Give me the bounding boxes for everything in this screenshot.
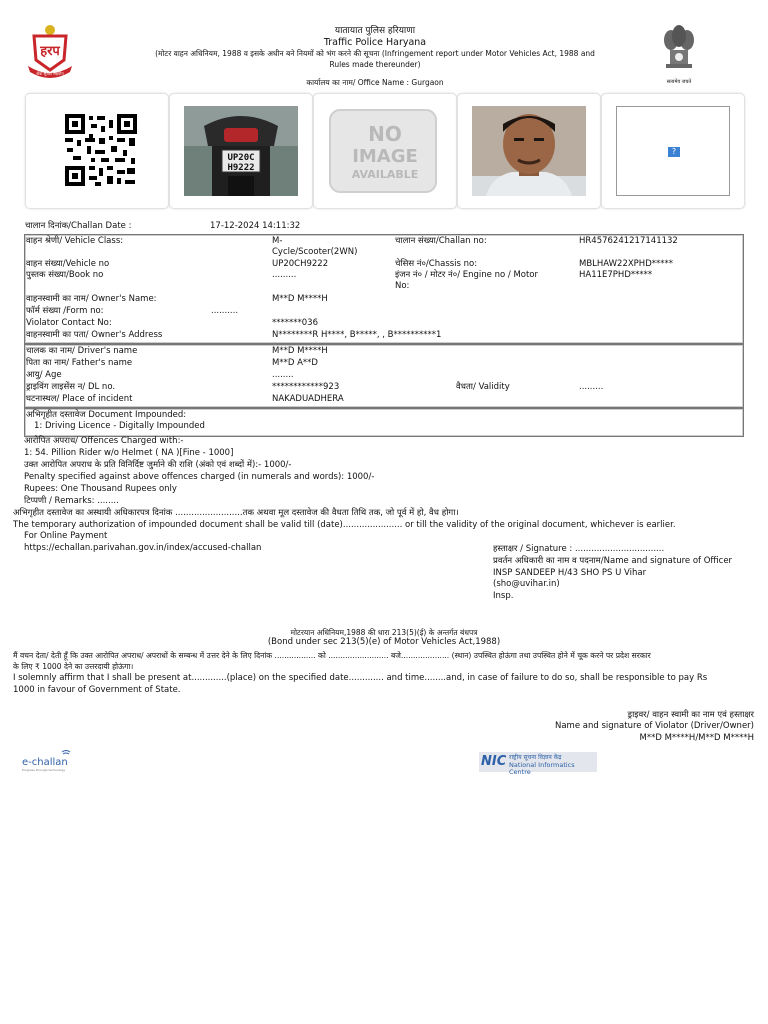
qr-code-icon: [40, 106, 154, 196]
dl-no-value: ************923: [272, 382, 340, 392]
broken-image-icon: ?: [668, 147, 680, 157]
logo-left-text: हरप: [40, 44, 60, 59]
book-no-label: पुस्तक संख्या/Book no: [26, 270, 104, 280]
bond-text-hindi-1: मैं वचन देता/ देती हूँ कि उक्त आरोपित अपराध/ अपराधों के सम्बन्ध में उत्तर देने के लिए दिनांक ................. को ......................... बजे.................... (स्थान) उपस्थित होऊंगा तथा उपस्थित होने में चूक करने पर प्रदेश सरकार: [13, 651, 651, 660]
nic-logo: [479, 752, 597, 776]
book-no-value: .........: [272, 270, 297, 280]
penalty-english: Penalty specified against above offences charged (in numerals and words): 1000/-: [24, 472, 375, 482]
vehicle-no-value: UP20CH9222: [272, 259, 329, 269]
driver-name-value: M**D M****H: [272, 346, 328, 356]
father-name-value: M**D A**D: [272, 358, 318, 368]
nic-logo-text: NIC: [481, 754, 507, 769]
officer-signature: हस्ताक्षर / Signature : .................................: [493, 544, 665, 554]
challan-no-value: HR4576241217141132: [579, 236, 678, 246]
owner-name-label: वाहनस्वामी का नाम/ Owner's Name:: [26, 294, 157, 304]
officer-name-label: प्रवर्तन अधिकारी का नाम व पदनाम/Name and signature of Officer: [493, 556, 733, 566]
driver-name-label: चालक का नाम/ Driver's name: [26, 346, 138, 356]
plate-text-1: UP20C: [227, 153, 255, 163]
validity-value: .........: [579, 382, 604, 392]
violator-sign-english: Name and signature of Violator (Driver/Owner): [554, 721, 754, 731]
bond-heading-hindi: मोटरयान अधिनियम,1988 की धारा 213(5)(ई) के अन्तर्गत बंधपत्र: [290, 628, 478, 637]
echallan-logo-text: e-challan: [22, 757, 68, 768]
engine-label-2: No:: [395, 281, 410, 291]
violator-photo-card: [457, 93, 601, 209]
penalty-hindi: उक्त आरोपित अपराध के प्रति विनिर्दिष्ट जुर्माने की राशि (अंको एवं शब्दों में):- 1000/-: [24, 460, 292, 470]
remarks: टिप्पणी / Remarks: ........: [24, 496, 119, 506]
bond-heading-english: (Bond under sec 213(5)(e) of Motor Vehicles Act,1988): [267, 637, 501, 647]
empty-image-card: [601, 93, 745, 209]
title-english: Traffic Police Haryana: [323, 37, 427, 48]
no-image-text-3: AVAILABLE: [351, 168, 419, 181]
no-image-text-2: IMAGE: [352, 146, 418, 167]
father-name-label: पिता का नाम/ Father's name: [26, 358, 133, 368]
state-emblem-icon: [656, 22, 702, 84]
plate-text-2: H9222: [227, 163, 255, 173]
challan-date-label: चालान दिनांक/Challan Date :: [25, 221, 132, 231]
rupees-in-words: Rupees: One Thousand Rupees only: [24, 484, 177, 494]
owner-address-value: N********R H****, B*****, , B**********1: [272, 330, 442, 340]
vehicle-photo-card: [169, 93, 313, 209]
bond-text-english-2: 1000 in favour of Government of State.: [13, 685, 181, 695]
logo-left-caption: सेवा सुरक्षा सहयोग: [36, 71, 64, 76]
vehicle-class-value-2: Cycle/Scooter(2WN): [272, 247, 358, 257]
title-hindi: यातायात पुलिस हरियाणा: [334, 26, 416, 36]
vehicle-class-label: वाहन श्रेणी/ Vehicle Class:: [26, 236, 124, 246]
nic-english-text: National Informatics Centre: [509, 761, 575, 776]
nic-hindi-text: राष्ट्रीय सूचना विज्ञान केंद्र: [509, 754, 562, 761]
offences-heading: आरोपित अपराध/ Offences Charged with:-: [24, 436, 184, 446]
empty-image-frame: [616, 106, 730, 196]
officer-email: (sho@uvihar.in): [493, 579, 560, 589]
validity-label: वैधता/ Validity: [456, 382, 510, 392]
age-value: ........: [272, 370, 294, 380]
place-value: NAKADUADHERA: [272, 394, 344, 404]
violator-names: M**D M****H/M**D M****H: [639, 733, 754, 743]
vehicle-no-label: वाहन संख्या/Vehicle no: [26, 259, 110, 269]
online-payment-link[interactable]: https://echallan.parivahan.gov.in/index/accused-challan: [24, 543, 262, 553]
no-image-placeholder: [328, 106, 442, 196]
form-no-value: ..........: [211, 306, 239, 316]
officer-name: INSP SANDEEP H/43 SHO PS U Vihar: [493, 568, 647, 578]
offence-item: 1: 54. Pillion Rider w/o Helmet ( NA )[Fine - 1000]: [24, 448, 234, 458]
vehicle-class-value-1: M-: [272, 236, 283, 246]
owner-address-label: वाहनस्वामी का पता/ Owner's Address: [26, 330, 163, 340]
echallan-tagline: Progress through technology: [22, 768, 66, 772]
vehicle-details-box: [24, 234, 744, 344]
no-image-text-1: NO: [368, 122, 402, 146]
impounded-item: 1: Driving Licence - Digitally Impounded: [34, 421, 205, 431]
chassis-value: MBLHAW22XPHD*****: [579, 259, 673, 269]
temp-auth-english: The temporary authorization of impounded document shall be valid till (date)...................... or till the validity of the original document, whichever is earlier.: [13, 520, 676, 530]
form-no-label: फॉर्म संख्या /Form no:: [26, 306, 104, 316]
place-label: घटनास्थल/ Place of incident: [26, 394, 133, 404]
bond-text-hindi-2: के लिए ₹ 1000 देने का उत्तरदायी होऊंगा।: [13, 662, 134, 671]
office-name: कार्यालय का नाम/ Office Name : Gurgaon: [306, 78, 444, 87]
engine-value: HA11E7PHD*****: [579, 270, 653, 280]
notice-line-2: Rules made thereunder): [329, 60, 421, 69]
contact-label: Violator Contact No:: [26, 318, 112, 328]
online-payment-label: For Online Payment: [24, 531, 108, 541]
haryana-police-logo: [24, 22, 76, 78]
temp-auth-hindi: अभिगृहीत दस्तावेज का अस्थायी अधिकारपत्र दिनांक .........................तक अथवा मूल दस्तावेज की वैधता तिथि तक, जो पूर्व में हो, वैध होगा।: [13, 508, 459, 518]
bond-text-english-1: I solemnly affirm that I shall be present at.............(place) on the specified date............. and time........and, in case of failure to do so, shall be responsible to pay Rs: [13, 673, 708, 683]
challan-no-label: चालान संख्या/Challan no:: [395, 236, 487, 246]
age-label: आयु/ Age: [26, 370, 62, 380]
violator-sign-hindi: ड्राइवर/ वाहन स्वामी का नाम एवं हस्ताक्षर: [627, 710, 754, 720]
engine-label-1: इंजन नं० / मोटर नं०/ Engine no / Motor: [395, 270, 539, 280]
emblem-caption: सत्यमेव जयते: [666, 79, 692, 85]
contact-value: *******036: [272, 318, 318, 328]
violator-photo: [472, 106, 586, 196]
chassis-label: चेसिस नं०/Chassis no:: [395, 259, 478, 269]
vehicle-photo: [184, 106, 298, 196]
qr-code-card: [25, 93, 169, 209]
echallan-logo: [22, 750, 82, 774]
owner-name-value: M**D M****H: [272, 294, 328, 304]
challan-date-value: 17-12-2024 14:11:32: [210, 221, 301, 231]
notice-line-1: (मोटर वाहन अधिनियम, 1988 व इसके अधीन बने नियमों को भंग करने की सूचना (Infringement report under Motor Vehicles Act, 1988 and: [155, 49, 595, 58]
no-image-card: [313, 93, 457, 209]
impounded-label: अभिगृहीत दस्तावेज Document Impounded:: [26, 410, 187, 420]
dl-no-label: ड्राइविंग लाइसेंस न/ DL no.: [26, 382, 116, 392]
officer-rank: Insp.: [493, 591, 514, 601]
